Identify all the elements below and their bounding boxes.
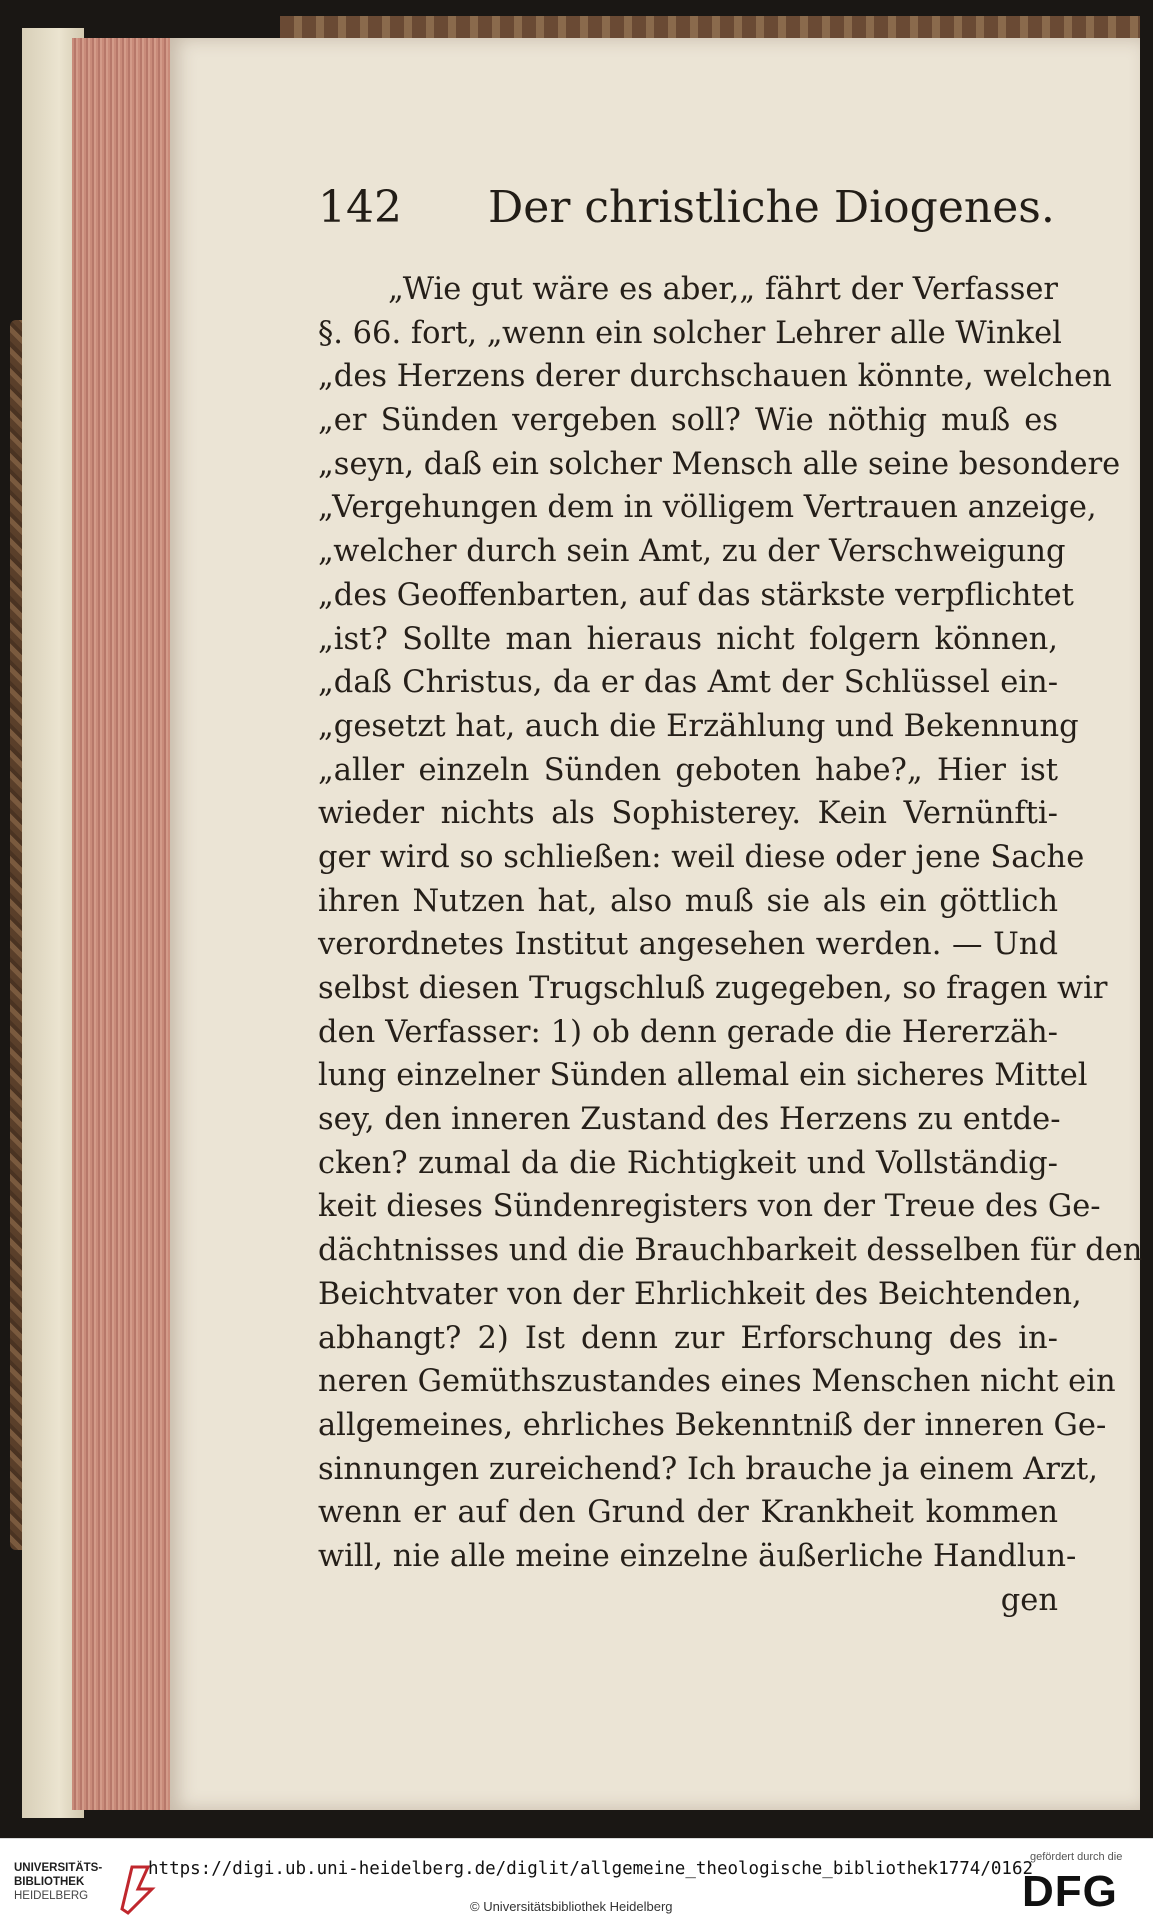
library-logo[interactable]: [14, 1861, 124, 1903]
catchword: gen: [1000, 1582, 1058, 1618]
text-line: lung einzelner Sünden allemal ein sicheres Mittel: [318, 1058, 1088, 1094]
text-line: wenn er auf den Grund der Krankheit kommen: [318, 1495, 1058, 1531]
library-name-line: HEIDELBERG: [14, 1890, 89, 1902]
text-line: cken? zumal da die Richtigkeit und Vollständig-: [318, 1145, 1058, 1181]
library-name-line: UNIVERSITÄTS-: [14, 1862, 103, 1874]
dfg-logo[interactable]: DFG: [1022, 1867, 1118, 1916]
text-line: keit dieses Sündenregisters von der Treue des Ge-: [318, 1189, 1101, 1225]
text-line: abhangt? 2) Ist denn zur Erforschung des in-: [318, 1320, 1058, 1356]
text-line: Beichtvater von der Ehrlichkeit des Beichtenden,: [318, 1276, 1082, 1312]
text-line: will, nie alle meine einzelne äußerliche Handlun-: [318, 1538, 1077, 1574]
text-line: „des Geoffenbarten, auf das stärkste verpflichtet: [318, 577, 1074, 613]
text-line: „daß Christus, da er das Amt der Schlüssel ein-: [318, 665, 1058, 701]
text-line: „aller einzeln Sünden geboten habe?„ Hier ist: [318, 752, 1058, 788]
text-line: „ist? Sollte man hieraus nicht folgern können,: [318, 621, 1058, 657]
text-line: neren Gemüthszustandes eines Menschen nicht ein: [318, 1364, 1116, 1400]
text-line: selbst diesen Trugschluß zugegeben, so fragen wir: [318, 971, 1108, 1006]
text-line: §. 66. fort, „wenn ein solcher Lehrer alle Winkel: [318, 315, 1062, 351]
text-line: allgemeines, ehrliches Bekenntniß der inneren Ge-: [318, 1407, 1107, 1443]
text-line: verordnetes Institut angesehen werden. — Und: [318, 927, 1058, 963]
text-line: dächtnisses und die Brauchbarkeit desselben für den: [318, 1233, 1143, 1269]
text-line: ger wird so schließen: weil diese oder jene Sache: [318, 839, 1085, 875]
text-line: sey, den inneren Zustand des Herzens zu entde-: [318, 1102, 1061, 1138]
library-name-line: BIBLIOTHEK: [14, 1876, 85, 1888]
text-line: „gesetzt hat, auch die Erzählung und Bekennung: [318, 708, 1079, 744]
copyright-notice: © Universitätsbibliothek Heidelberg: [470, 1899, 673, 1914]
text-line: „Vergehungen dem in völligem Vertrauen anzeige,: [318, 490, 1097, 526]
text-line: „seyn, daß ein solcher Mensch alle seine besondere: [318, 446, 1121, 482]
body-text: [318, 268, 1143, 1622]
text-line: sinnungen zureichend? Ich brauche ja einem Arzt,: [318, 1451, 1098, 1487]
permalink-url[interactable]: https://digi.ub.uni-heidelberg.de/diglit/allgemeine_theologische_bibliothek1774/0162: [148, 1859, 1034, 1879]
text-line: „des Herzens derer durchschauen könnte, welchen: [318, 359, 1112, 395]
text-line: wieder nichts als Sophisterey. Kein Vernünfti-: [318, 796, 1058, 832]
text-line: ihren Nutzen hat, also muß sie als ein göttlich: [318, 883, 1058, 919]
text-line: „er Sünden vergeben soll? Wie nöthig muß es: [318, 403, 1058, 439]
funding-note: gefördert durch die: [1030, 1851, 1123, 1863]
text-line: „welcher durch sein Amt, zu der Verschweigung: [318, 534, 1066, 570]
text-line: „Wie gut wäre es aber,„ fährt der Verfasser: [388, 272, 1058, 307]
page-number: 142: [318, 182, 402, 233]
running-title: Der christliche Diogenes.: [488, 182, 1055, 233]
page-edges: [72, 38, 174, 1810]
text-line: den Verfasser: 1) ob denn gerade die Hererzäh-: [318, 1014, 1058, 1050]
page-header: [318, 182, 1148, 242]
viewer-footer: [0, 1838, 1153, 1926]
